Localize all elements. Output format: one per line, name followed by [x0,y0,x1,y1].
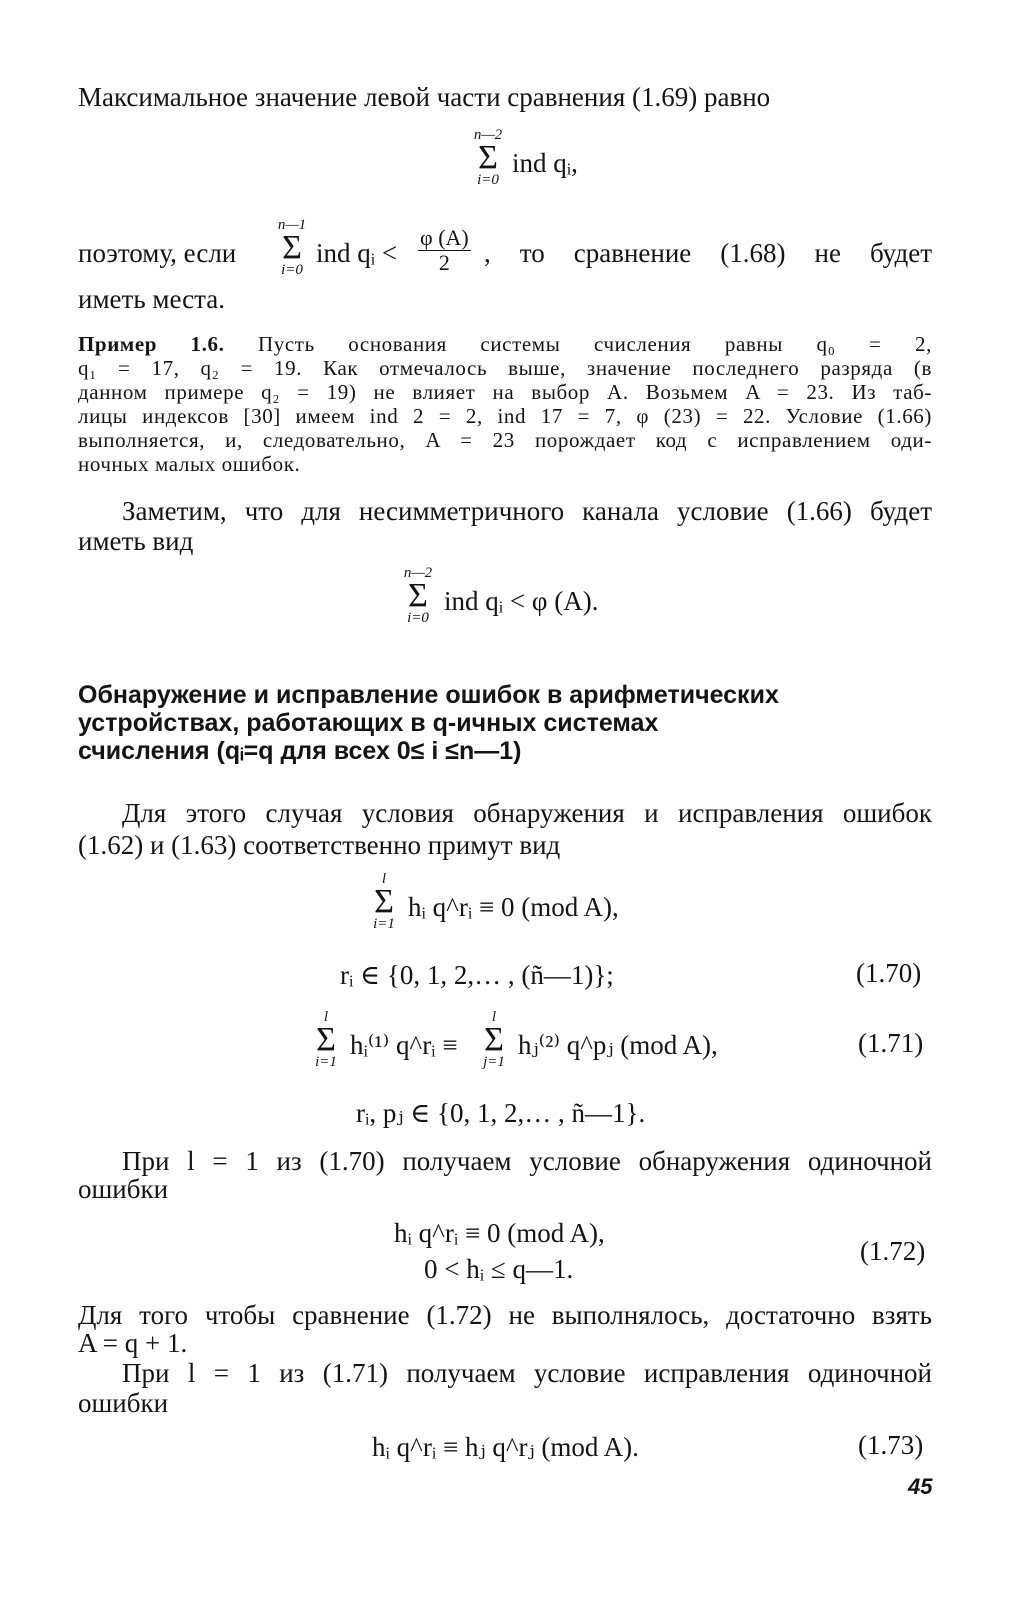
formula-sum-3-body: ind qᵢ < φ (A). [444,586,599,616]
example-line-3: данном примере q₂ = 19) не влияет на выбор A. Возьмем A = 23. Из таб- [78,380,932,404]
example-line-1 [78,332,932,356]
equation-number-171: (1.71) [858,1028,924,1058]
paragraph-therefore-right: , то сравнение (1.68) не будет [484,238,932,268]
paragraph-correction-2: ошибки [78,1388,169,1418]
fraction-phi-a-over-2 [418,226,471,275]
sum-lower-limit: i=0 [281,262,303,278]
sum-upper-limit: n—1 [277,217,307,233]
paragraph-conditions-1: Для этого случая условия обнаружения и исправления ошибок [122,798,932,828]
formula-sum-1-body: ind qᵢ, [512,148,578,178]
sum-upper-limit: n—2 [403,565,433,581]
sum-upper-limit: l [381,871,387,887]
paragraph-conditions-2: (1.62) и (1.63) соответственно примут вид [78,830,561,860]
page-number: 45 [908,1474,933,1499]
sum-upper-limit: l [491,1009,497,1025]
example-line-6: ночных малых ошибок. [78,452,301,476]
formula-sum-2-sigma: n—1 Σ i=0 [272,218,312,278]
paragraph-max-value: Максимальное значение левой части сравнения (1.69) равно [78,82,771,112]
paragraph-therefore-left: поэтому, если [78,238,237,268]
example-line-5: выполняется, и, следовательно, A = 23 порождает код с исправлением оди- [78,428,932,452]
section-heading-line-1: Обнаружение и исправление ошибок в арифметических [78,681,779,709]
paragraph-detection-1: При l = 1 из (1.70) получаем условие обнаружения одиночной [122,1146,932,1176]
formula-171-sigma-2: l Σ j=1 [474,1010,514,1070]
sum-lower-limit: i=1 [315,1054,337,1070]
paragraph-therefore-cont: иметь места. [78,284,225,314]
paragraph-sufficient-1: Для того чтобы сравнение (1.72) не выполнялось, достаточно взять [78,1300,932,1330]
formula-173: hᵢ q^rᵢ ≡ hⱼ q^rⱼ (mod A). [372,1432,639,1462]
sum-lower-limit: i=0 [477,172,499,188]
formula-172-line-1: hᵢ q^rᵢ ≡ 0 (mod A), [394,1218,605,1248]
example-title: Пример 1.6. [78,332,225,356]
sum-upper-limit: l [323,1009,329,1025]
formula-171-set: rᵢ, pⱼ ∈ {0, 1, 2,… , ñ—1}. [356,1098,646,1128]
fraction-denominator: 2 [438,250,450,275]
equation-number-172: (1.72) [860,1236,926,1266]
paragraph-asymmetric-2: иметь вид [78,526,194,556]
formula-170-set: rᵢ ∈ {0, 1, 2,… , (ñ—1)}; [340,960,614,990]
example-text: Пусть основания системы счисления равны q₀ = 2, [258,332,932,356]
formula-170-sigma: l Σ i=1 [364,872,404,932]
formula-sum-3-sigma: n—2 Σ i=0 [398,566,438,626]
example-line-4: лицы индексов [30] имеем ind 2 = 2, ind 17 = 7, φ (23) = 22. Условие (1.66) [78,404,932,428]
formula-170-body: hᵢ q^rᵢ ≡ 0 (mod A), [408,892,619,922]
equation-number-173: (1.73) [858,1430,924,1460]
formula-171-left: hᵢ⁽¹⁾ q^rᵢ ≡ [350,1030,458,1060]
equation-number-170: (1.70) [856,958,922,988]
formula-sum-2-body: ind qᵢ < [316,238,398,268]
paragraph-asymmetric-1: Заметим, что для несимметричного канала условие (1.66) будет [122,496,932,526]
formula-171-sigma-1: l Σ i=1 [306,1010,346,1070]
section-heading-line-2: устройствах, работающих в q-ичных системах [78,709,659,737]
section-heading-line-3: счисления (qᵢ=q для всех 0≤ i ≤n—1) [78,737,522,765]
sum-lower-limit: j=1 [483,1054,505,1070]
sum-lower-limit: i=0 [407,610,429,626]
paragraph-correction-1: При l = 1 из (1.71) получаем условие исправления одиночной [122,1358,932,1388]
fraction-numerator: φ (A) [420,225,469,250]
formula-171-right: hⱼ⁽²⁾ q^pⱼ (mod A), [518,1030,718,1060]
sum-upper-limit: n—2 [473,127,503,143]
formula-sum-1-sigma: n—2 Σ i=0 [468,128,508,188]
formula-172-line-2: 0 < hᵢ ≤ q—1. [424,1254,574,1284]
sum-lower-limit: i=1 [373,916,395,932]
paragraph-sufficient-2: A = q + 1. [78,1328,188,1358]
paragraph-detection-2: ошибки [78,1174,169,1204]
example-line-2: q₁ = 17, q₂ = 19. Как отмечалось выше, значение последнего разряда (в [78,356,932,380]
